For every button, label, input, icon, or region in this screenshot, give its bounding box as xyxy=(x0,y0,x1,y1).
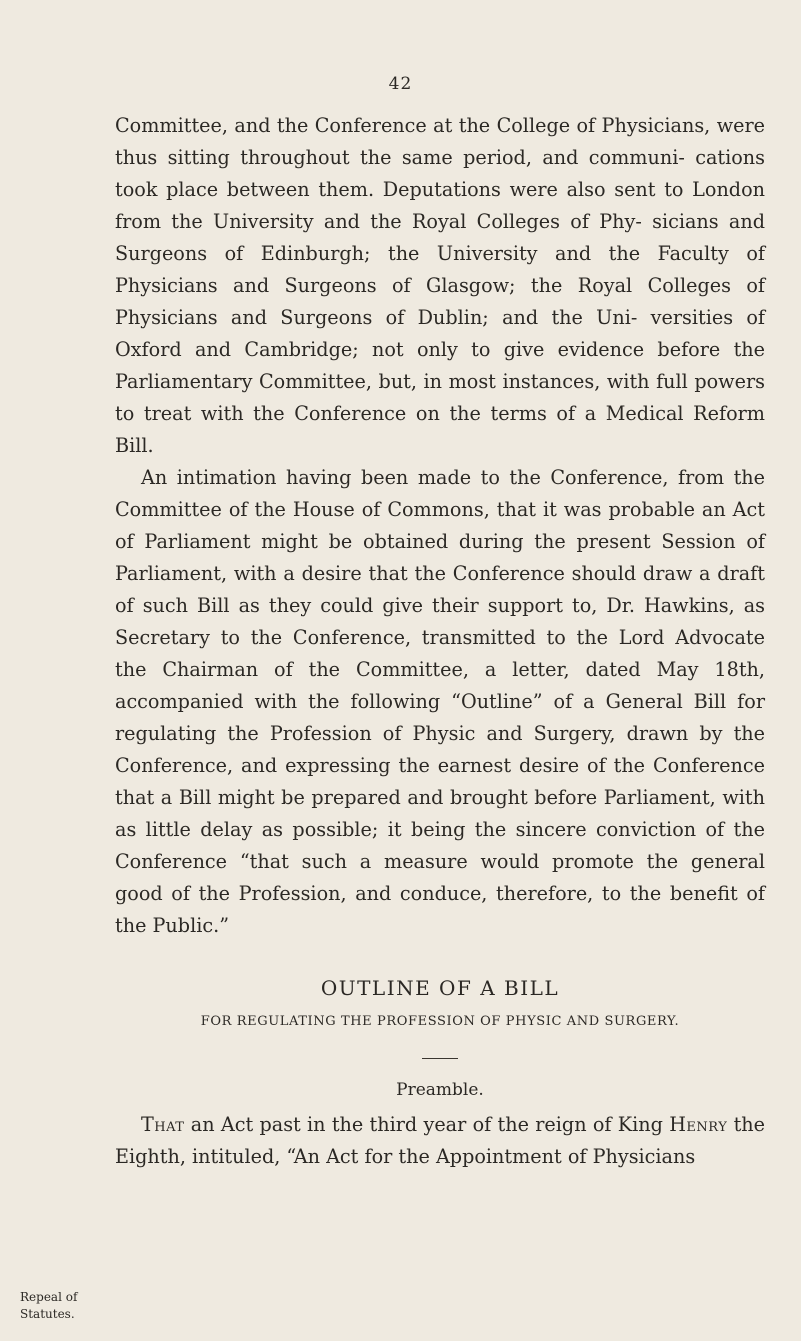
preamble-text-part-1: an Act past in the third year of the reign of King xyxy=(184,1113,670,1136)
margin-note-line-2: Statutes. xyxy=(20,1307,75,1321)
body-text xyxy=(115,110,765,1173)
preamble-heading: Preamble. xyxy=(396,1080,484,1100)
paragraph-intimation: An intimation having been made to the Conference, from the Committee of the House of Commons, that it was probable an Act of Parliament might be obtained during the present Session of Parliament, with a desire that the Conference should draw a draft of such Bill as they could give their support to, Dr. Hawkins, as Secretary to the Conference, transmitted to the Lord Advocate the Chairman of the Committee, a letter, dated May 18th, accompanied with the following “Outline” of a General Bill for regulating the Profession of Physic and Surgery, drawn by the Conference, and expressing the earnest desire of the Conference that a Bill might be prepared and brought before Parliament, with as little delay as possible; it being the sincere conviction of the Conference “that such a measure would promote the general good of the Profession, and conduce, therefore, to the benefit of the Public.” xyxy=(115,466,765,937)
paragraph-committee: Committee, and the Conference at the College of Physicians, were thus sitting throughout the same period, and communi- cations took place between them. Deputations were also sent to London from the University and the Royal Colleges of Phy- sicians and Surgeons of Edinburgh; the University and the Faculty of Physicians and Surgeons of Glasgow; the Royal Colleges of Physicians and Surgeons of Dublin; and the Uni- versities of Oxford and Cambridge; not only to give evidence before the Parliamentary Committee, but, in most instances, with full powers to treat with the Conference on the terms of a Medical Reform Bill. xyxy=(115,114,765,457)
margin-note-line-1: Repeal of xyxy=(20,1290,78,1304)
section-divider xyxy=(422,1058,458,1059)
outline-subtitle: FOR REGULATING THE PROFESSION OF PHYSIC AND SURGERY. xyxy=(200,1014,680,1029)
preamble-king-name: Henry xyxy=(669,1113,728,1136)
preamble-text-part-2: the Eighth, intituled, “An Act for the Appointment of Physicians xyxy=(115,1113,765,1168)
preamble-paragraph xyxy=(115,1109,765,1173)
margin-note xyxy=(20,1289,100,1323)
outline-title: OUTLINE OF A BILL xyxy=(320,976,560,1000)
preamble-lead-word: That xyxy=(141,1113,185,1136)
page-number: 42 xyxy=(388,74,413,94)
